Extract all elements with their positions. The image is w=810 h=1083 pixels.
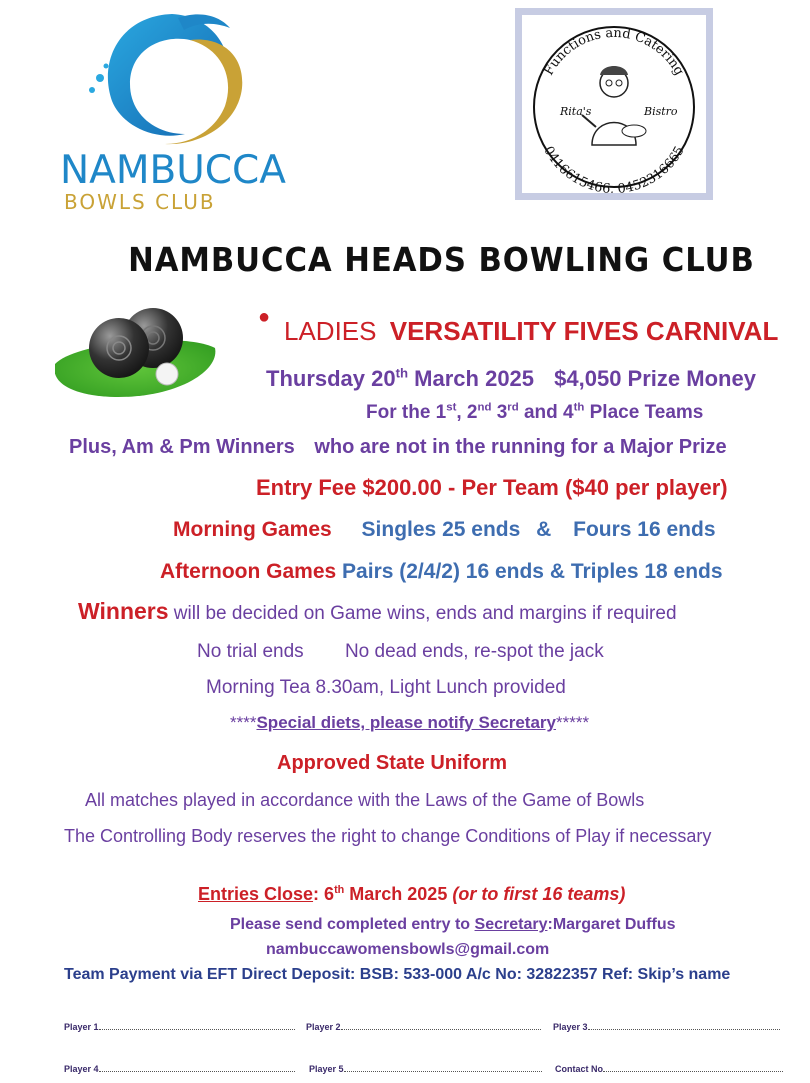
places-sup-4: th (573, 401, 585, 414)
entries-close-sup: th (334, 884, 345, 896)
email-address[interactable]: nambuccawomensbowls@gmail.com (266, 941, 550, 958)
player-4-field[interactable] (64, 1062, 295, 1074)
event-day: Thursday 20 (266, 366, 396, 391)
no-dead-ends: No dead ends, re-spot the jack (344, 641, 604, 662)
winners-line (78, 598, 677, 625)
secretary-name: :Margaret Duffus (547, 916, 676, 933)
entries-close-note: (or to first 16 teams) (452, 884, 626, 904)
morning-label: Morning Games (173, 518, 332, 541)
trial-line (197, 641, 604, 663)
diets-stars-pre: **** (230, 713, 257, 732)
club-logo (60, 6, 286, 214)
carnival-prefix: LADIES (284, 316, 377, 346)
send-line (230, 916, 676, 934)
diets-text: Special diets, please notify Secretary (256, 713, 556, 732)
entries-close-label: Entries Close (198, 884, 314, 904)
control-line: The Controlling Body reserves the right to change Conditions of Play if necessary (64, 826, 712, 846)
places-text-4: and 4 (518, 402, 574, 423)
entries-close-day: : 6 (313, 884, 335, 904)
diets-line (230, 713, 589, 733)
carnival-name: VERSATILITY FIVES CARNIVAL (389, 316, 779, 346)
places-sup-1: st (446, 401, 457, 414)
eft-line: Team Payment via EFT Direct Deposit: BSB: 533-000 A/c No: 32822357 Ref: Skip’s name (64, 966, 731, 983)
event-day-sup: th (395, 365, 409, 381)
afternoon-games: Pairs (2/4/2) 16 ends & Triples 18 ends (342, 560, 723, 583)
player-5-label: Player 5 (309, 1064, 344, 1074)
diets-stars-post: ***** (556, 713, 590, 732)
carnival-line (284, 316, 778, 347)
places-sup-2: nd (477, 401, 492, 414)
logo-subname: BOWLS CLUB (64, 190, 216, 214)
laws-line: All matches played in accordance with the Laws of the Game of Bowls (85, 790, 645, 810)
player-3-label: Player 3 (553, 1022, 588, 1032)
player-5-field[interactable] (309, 1062, 542, 1074)
catering-stamp (515, 8, 713, 200)
morning-fours: Fours 16 ends (573, 518, 716, 541)
player-2-label: Player 2 (306, 1022, 341, 1032)
entries-close-date: March 2025 (344, 884, 453, 904)
send-text: Please send completed entry to (230, 916, 475, 933)
prize-money: $4,050 Prize Money (554, 366, 756, 391)
page-title: NAMBUCCA HEADS BOWLING CLUB (128, 240, 755, 279)
places-text-2: , 2 (456, 402, 478, 423)
places-text-1: For the 1 (366, 402, 447, 423)
plus-condition: who are not in the running for a Major Prize (314, 436, 727, 458)
date-line (266, 366, 756, 392)
event-month: March 2025 (408, 366, 535, 391)
plus-line (69, 436, 727, 459)
uniform-line: Approved State Uniform (277, 752, 508, 774)
afternoon-label: Afternoon Games (160, 560, 337, 583)
player-2-field[interactable] (306, 1020, 541, 1032)
bullet-icon: ● (258, 306, 271, 328)
stamp-phones: 0416615466, 0452316665 (540, 143, 688, 193)
places-text-3: 3 (491, 402, 508, 423)
contact-field[interactable] (555, 1062, 783, 1074)
no-trial-ends: No trial ends (197, 641, 304, 662)
winners-label: Winners (78, 598, 169, 624)
bowls-image (55, 302, 217, 402)
places-text-5: Place Teams (584, 402, 704, 423)
afternoon-line (160, 560, 723, 584)
svg-text:0416615466, 0452316665 (540, 144, 687, 193)
stamp-left-text: Rita's (560, 105, 592, 118)
logo-name: NAMBUCCA (60, 148, 286, 193)
morning-line (173, 518, 716, 542)
lawn-bowls-icon (55, 302, 217, 402)
plus-winners: Plus, Am & Pm Winners (69, 436, 295, 458)
morning-tea: Morning Tea 8.30am, Light Lunch provided (206, 677, 566, 698)
morning-amp: & (536, 518, 552, 541)
player-4-label: Player 4 (64, 1064, 99, 1074)
entries-close-line (198, 884, 625, 905)
wave-logo-icon (60, 6, 285, 156)
places-line (366, 402, 703, 424)
winners-text: will be decided on Game wins, ends and margins if required (168, 603, 677, 624)
bistro-stamp-icon (522, 15, 706, 193)
contact-label: Contact No (555, 1064, 603, 1074)
secretary-link[interactable]: Secretary (474, 916, 548, 933)
places-sup-3: rd (507, 401, 519, 414)
player-1-label: Player 1 (64, 1022, 99, 1032)
stamp-arc-text: Functions and Catering (541, 25, 687, 79)
entry-fee: Entry Fee $200.00 - Per Team ($40 per player) (256, 475, 728, 500)
player-3-field[interactable] (553, 1020, 780, 1032)
stamp-right-text: Bistro (644, 105, 678, 118)
morning-singles: Singles 25 ends (361, 518, 521, 541)
player-1-field[interactable] (64, 1020, 295, 1032)
